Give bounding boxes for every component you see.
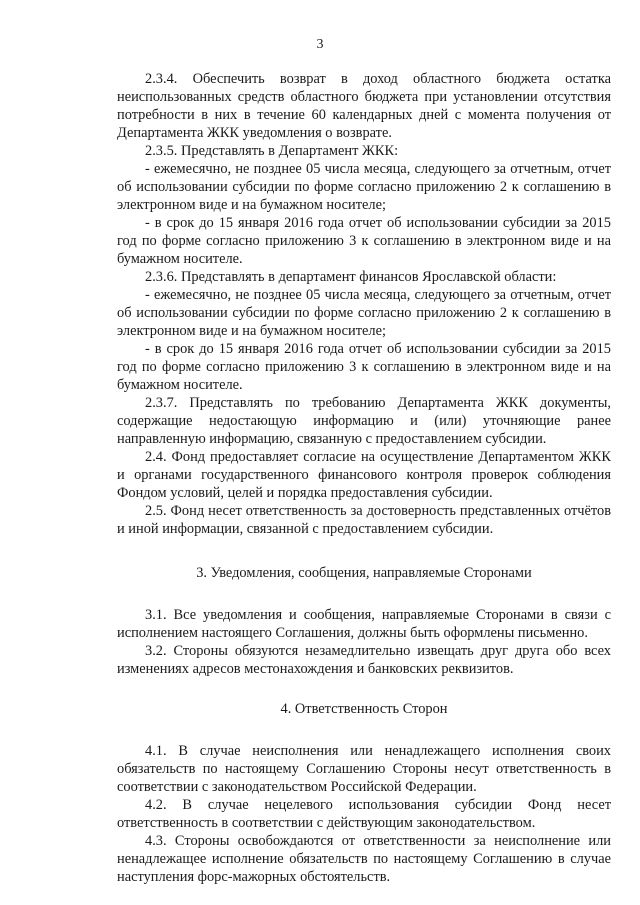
clause-2-3-5: 2.3.5. Представлять в Департамент ЖКК:: [145, 143, 399, 159]
clause-2-3-6-annual: - в срок до 15 января 2016 года отчет об использовании субсидии за 2015 год по форме согласно приложению 3 к соглашению в электронном виде и на бумажном носителе.: [117, 341, 611, 393]
clause-2-3-7: 2.3.7. Представлять по требованию Департамента ЖКК документы, содержащие недостающую информацию и (или) уточняющие ранее направленную информацию, связанную с предоставлением субсидии.: [117, 395, 611, 447]
clause-2-3-6-monthly: - ежемесячно, не позднее 05 числа месяца, следующего за отчетным, отчет об использовании субсидии по форме согласно приложению 2 к соглашению в электронном виде и на бумажном носителе;: [117, 287, 611, 339]
clause-4-3: 4.3. Стороны освобождаются от ответственности за неисполнение или ненадлежащее исполнение обязательств по настоящему Соглашению в случае наступления форс-мажорных обстоятельств.: [117, 833, 611, 885]
document-body: [117, 70, 611, 886]
page-number: 3: [316, 37, 324, 52]
clause-4-1: 4.1. В случае неисполнения или ненадлежащего исполнения своих обязательств по настоящему Соглашению Стороны несут ответственность в соответствии с законодательством Российской Федерации.: [117, 743, 611, 795]
clause-2-3-5-monthly: - ежемесячно, не позднее 05 числа месяца, следующего за отчетным, отчет об использовании субсидии по форме согласно приложению 2 к соглашению в электронном виде и на бумажном носителе;: [117, 161, 611, 213]
clause-2-4: 2.4. Фонд предоставляет согласие на осуществление Департаментом ЖКК и органами государственного финансового контроля проверок соблюдения Фондом условий, целей и порядка предоставления субсидии.: [117, 449, 611, 501]
section-3-heading: 3. Уведомления, сообщения, направляемые Сторонами: [196, 565, 532, 581]
clause-3-1: 3.1. Все уведомления и сообщения, направляемые Сторонами в связи с исполнением настоящего Соглашения, должны быть оформлены письменно.: [117, 607, 611, 641]
clause-2-3-6: 2.3.6. Представлять в департамент финансов Ярославской области:: [145, 269, 557, 285]
clause-3-2: 3.2. Стороны обязуются незамедлительно извещать друг друга обо всех изменениях адресов местонахождения и банковских реквизитов.: [117, 643, 611, 677]
clause-2-5: 2.5. Фонд несет ответственность за достоверность представленных отчётов и иной информации, связанной с предоставлением субсидии.: [117, 503, 611, 537]
section-4-heading: 4. Ответственность Сторон: [280, 701, 448, 717]
clause-4-2: 4.2. В случае нецелевого использования субсидии Фонд несет ответственность в соответствии с действующим законодательством.: [117, 797, 611, 831]
clause-2-3-5-annual: - в срок до 15 января 2016 года отчет об использовании субсидии за 2015 год по форме согласно приложению 3 к соглашению в электронном виде и на бумажном носителе.: [117, 215, 611, 267]
clause-2-3-4: 2.3.4. Обеспечить возврат в доход областного бюджета остатка неиспользованных средств областного бюджета при установлении отсутствия потребности в них в течение 60 календарных дней с момента получения от Департамента ЖКК уведомления о возврате.: [117, 71, 611, 141]
